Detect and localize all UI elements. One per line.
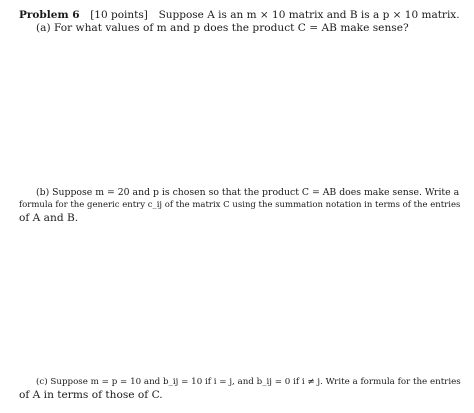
part-a-question: (a) For what values of m and p does the product C = AB make sense? [36,22,409,34]
part-b-line-1: (b) Suppose m = 20 and p is chosen so that the product C = AB does make sense. Write a [36,187,460,198]
part-b-line-3: of A and B. [19,212,79,224]
problem-header [19,9,460,22]
problem-points: [10 points] [90,9,148,21]
problem-title: Problem 6 [19,9,80,21]
part-c-line-2: of A in terms of those of C. [19,389,163,401]
part-b-line-2: formula for the generic entry c_ij of the matrix C using the summation notation in terms of the entries [19,200,461,210]
part-c-line-1: (c) Suppose m = p = 10 and b_ij = 10 if i = j, and b_ij = 0 if i ≠ j. Write a formula for the entries [36,377,461,387]
problem-statement: Suppose A is an m × 10 matrix and B is a p × 10 matrix. [158,9,460,21]
